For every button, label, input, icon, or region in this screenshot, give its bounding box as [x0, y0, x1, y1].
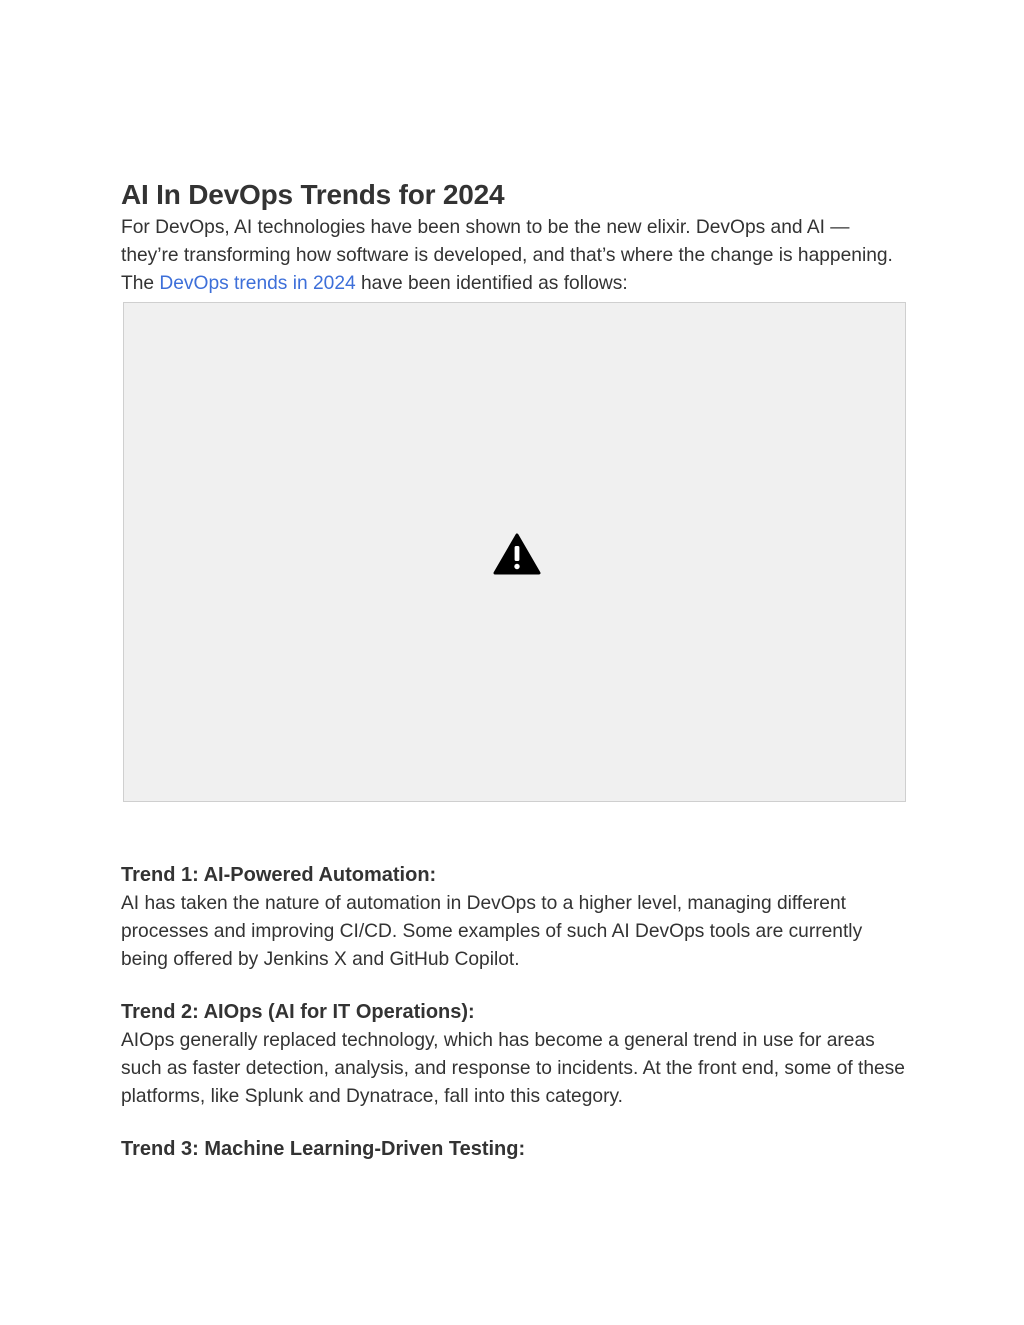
trend-body-1: AI has taken the nature of automation in DevOps to a higher level, managing different processes and improving CI/CD. Some examples of such AI DevOps tools are currently being offered by Jenkins X and GitHub Copilot.	[121, 893, 863, 970]
intro-text-start: For DevOps, AI technologies have been shown to be the new elixir. DevOps and AI — they’re transforming how software is developed, and that’s where the change is happening. The	[121, 217, 893, 294]
broken-image-placeholder	[123, 302, 906, 802]
trend-section-2	[121, 998, 911, 1111]
trend-heading-1: Trend 1: AI-Powered Automation:	[121, 864, 437, 886]
intro-text-end: have been identified as follows:	[355, 273, 628, 294]
intro-paragraph	[121, 214, 911, 298]
article	[121, 176, 911, 1163]
warning-triangle-icon	[493, 533, 541, 575]
trend-heading-2: Trend 2: AIOps (AI for IT Operations):	[121, 1001, 475, 1023]
devops-trends-link[interactable]: DevOps trends in 2024	[159, 273, 356, 294]
trend-section-3	[121, 1135, 911, 1163]
trend-heading-3: Trend 3: Machine Learning-Driven Testing:	[121, 1138, 526, 1160]
trend-body-2: AIOps generally replaced technology, which has become a general trend in use for areas such as faster detection, analysis, and response to incidents. At the front end, some of these platforms, like Splunk and Dynatrace, fall into this category.	[121, 1030, 905, 1107]
trend-section-1	[121, 861, 911, 974]
article-title: AI In DevOps Trends for 2024	[121, 179, 505, 210]
